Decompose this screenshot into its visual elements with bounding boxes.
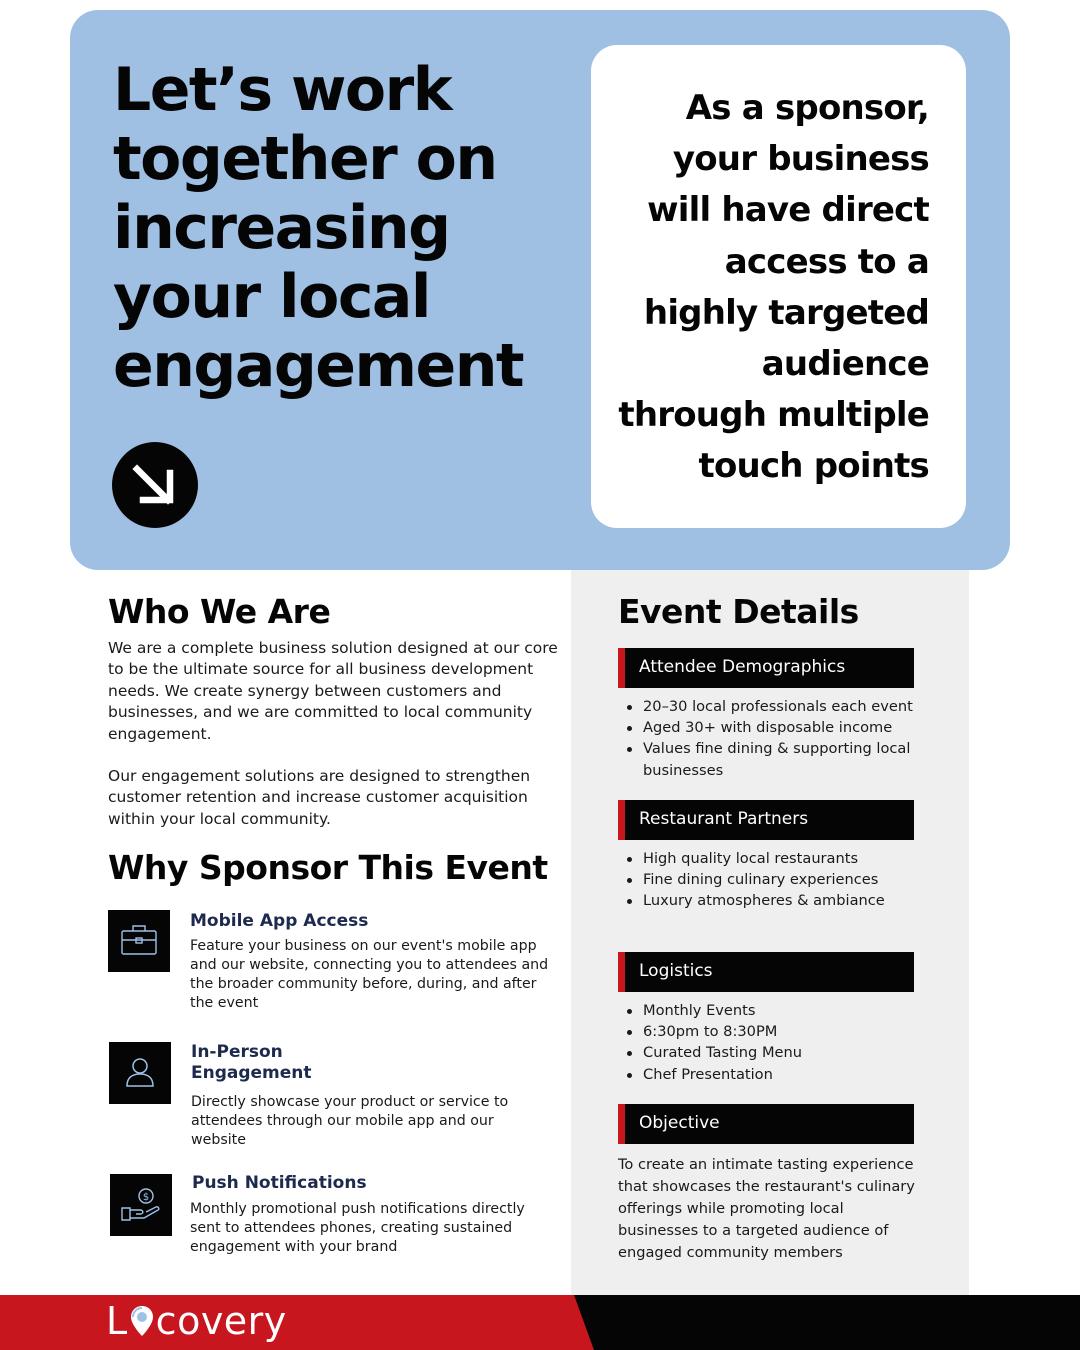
list-item: 6:30pm to 8:30PM: [620, 1021, 920, 1042]
list-item: Values fine dining & supporting local businesses: [620, 738, 920, 780]
why-sponsor-heading: Why Sponsor This Event: [108, 848, 548, 887]
attendee-demographics-list: [620, 696, 920, 781]
list-item: Chef Presentation: [620, 1064, 920, 1085]
feature-title-push: Push Notifications: [192, 1173, 367, 1193]
svg-text:$: $: [142, 1192, 150, 1203]
restaurant-partners-bar: [618, 800, 914, 840]
who-we-are-paragraph-1: We are a complete business solution designed at our core to be the ultimate source for all business development needs. We create synergy between customers and businesses, and we are committed to local community engagement.: [108, 639, 558, 743]
sponsor-quote-card: [591, 45, 966, 528]
event-details-heading: Event Details: [618, 592, 859, 631]
arrow-down-right-icon: [112, 442, 198, 528]
who-we-are-heading: Who We Are: [108, 592, 331, 631]
logistics-list: [620, 1000, 920, 1085]
feature-title-in-person-line2: Engagement: [191, 1063, 312, 1083]
restaurant-partners-heading: Restaurant Partners: [639, 809, 809, 829]
objective-text: To create an intimate tasting experience that showcases the restaurant's culinary offerings while promoting local businesses to a targeted audience of engaged community members: [618, 1156, 915, 1261]
sponsor-quote-text: As a sponsor, your business will have direct access to a highly targeted audience through multiple touch points: [618, 88, 929, 487]
list-item: High quality local restaurants: [620, 848, 920, 869]
logistics-bar: [618, 952, 914, 992]
logo-text-rest: covery: [155, 1299, 287, 1343]
person-icon: [109, 1042, 171, 1104]
who-we-are-paragraph-2: Our engagement solutions are designed to strengthen customer retention and increase customer acquisition within your local community.: [108, 767, 531, 828]
feature-desc-push: Monthly promotional push notifications directly sent to attendees phones, creating sustained engagement with your brand: [190, 1201, 525, 1255]
restaurant-partners-list: [620, 848, 920, 912]
feature-title-mobile-app: Mobile App Access: [190, 911, 369, 931]
list-item: Monthly Events: [620, 1000, 920, 1021]
list-item: Fine dining culinary experiences: [620, 869, 920, 890]
objective-bar: [618, 1104, 914, 1144]
feature-desc-mobile-app: Feature your business on our event's mobile app and our website, connecting you to attendees and the broader community before, during, and after the event: [190, 938, 549, 1011]
money-hand-icon: [110, 1174, 172, 1236]
list-item: 20–30 local professionals each event: [620, 696, 920, 717]
briefcase-icon: [108, 910, 170, 972]
list-item: Aged 30+ with disposable income: [620, 717, 920, 738]
list-item: Curated Tasting Menu: [620, 1042, 920, 1063]
locovery-logo: [106, 1296, 287, 1346]
location-pin-icon: [129, 1304, 155, 1338]
list-item: Luxury atmospheres & ambiance: [620, 890, 920, 911]
hero-title: Let’s work together on increasing your local engagement: [113, 55, 524, 401]
feature-desc-in-person: Directly showcase your product or service to attendees through our mobile app and our website: [191, 1094, 509, 1148]
feature-title-in-person-line1: In-Person: [191, 1042, 283, 1062]
objective-heading: Objective: [639, 1113, 720, 1133]
attendee-demographics-heading: Attendee Demographics: [639, 657, 846, 677]
feature-title-in-person: [191, 1042, 312, 1084]
hero-panel: [70, 10, 1010, 570]
attendee-demographics-bar: [618, 648, 914, 688]
logistics-heading: Logistics: [639, 961, 713, 981]
logo-letter-l: L: [106, 1299, 128, 1343]
